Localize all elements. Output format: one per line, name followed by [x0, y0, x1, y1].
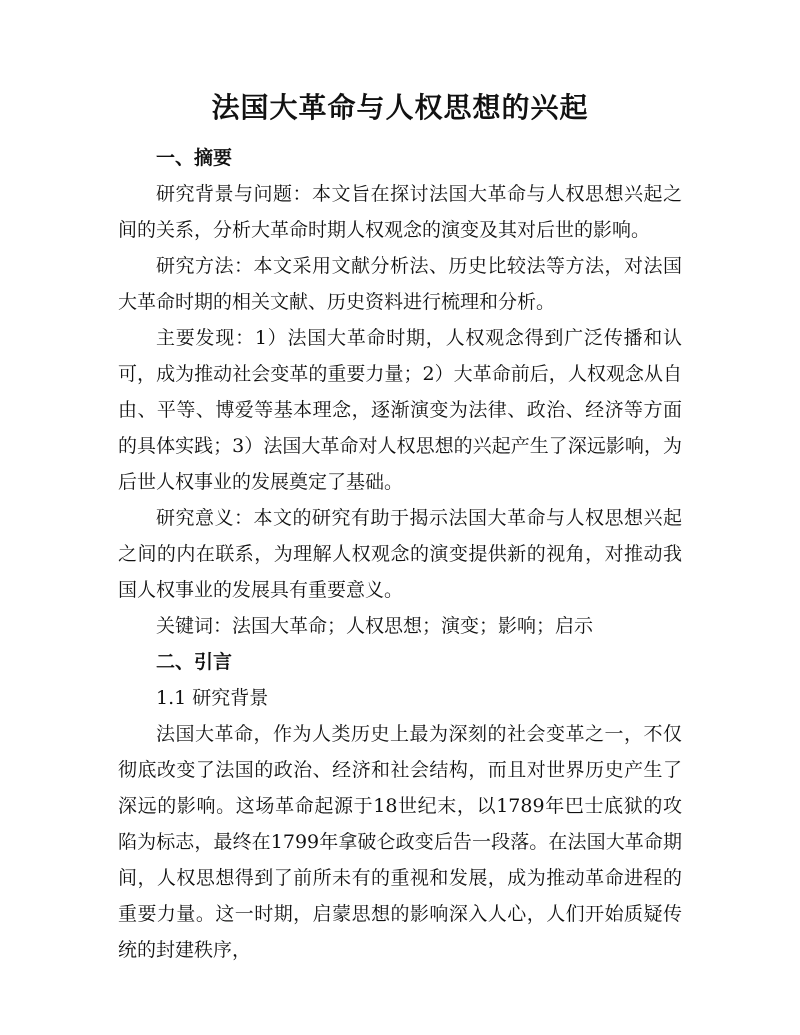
- section-heading-introduction: 二、引言: [156, 651, 233, 673]
- page-title: 法国大革命与人权思想的兴起: [211, 91, 589, 124]
- abstract-significance-paragraph: 研究意义：本文的研究有助于揭示法国大革命与人权思想兴起之间的内在联系，为理解人权观念的演变提供新的视角，对推动我国人权事业的发展具有重要意义。: [118, 507, 682, 601]
- abstract-findings-paragraph: 主要发现：1）法国大革命时期，人权观念得到广泛传播和认可，成为推动社会变革的重要力量；2）大革命前后，人权观念从自由、平等、博爱等基本理念，逐渐演变为法律、政治、经济等方面的具体实践；3）法国大革命对人权思想的兴起产生了深远影响，为后世人权事业的发展奠定了基础。: [118, 327, 682, 493]
- subsection-heading-background: 1.1 研究背景: [156, 687, 269, 709]
- section-heading-abstract: 一、摘要: [156, 147, 233, 169]
- keywords-line: 关键词：法国大革命；人权思想；演变；影响；启示: [156, 615, 594, 637]
- abstract-background-paragraph: 研究背景与问题：本文旨在探讨法国大革命与人权思想兴起之间的关系，分析大革命时期人权观念的演变及其对后世的影响。: [118, 183, 682, 241]
- abstract-method-paragraph: 研究方法：本文采用文献分析法、历史比较法等方法，对法国大革命时期的相关文献、历史资料进行梳理和分析。: [118, 255, 682, 313]
- introduction-paragraph: 法国大革命，作为人类历史上最为深刻的社会变革之一，不仅彻底改变了法国的政治、经济和社会结构，而且对世界历史产生了深远的影响。这场革命起源于18世纪末，以1789年巴士底狱的攻陷为标志，最终在1799年拿破仑政变后告一段落。在法国大革命期间，人权思想得到了前所未有的重视和发展，成为推动革命进程的重要力量。这一时期，启蒙思想的影响深入人心，人们开始质疑传统的封建秩序，: [118, 723, 682, 961]
